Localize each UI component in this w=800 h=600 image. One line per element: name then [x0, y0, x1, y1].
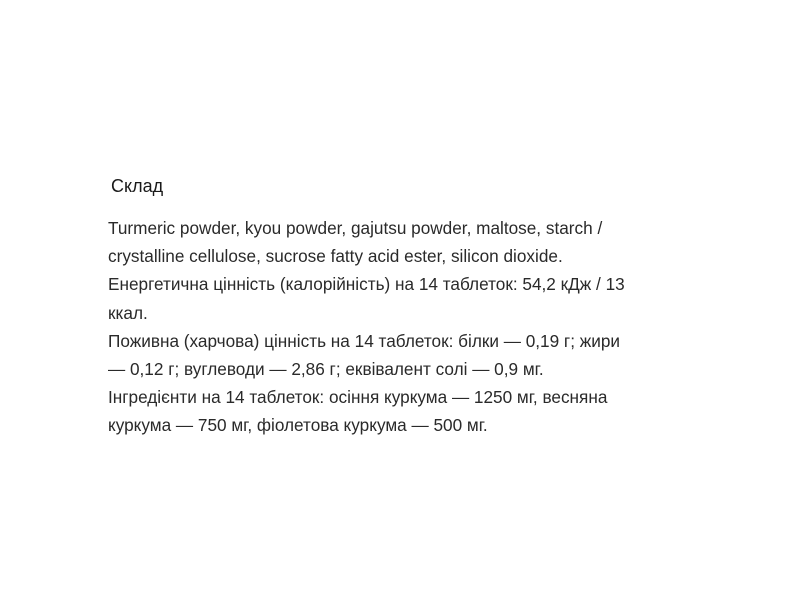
text-line: Енергетична цінність (калорійність) на 14 таблеток: 54,2 кДж / 13 [108, 274, 625, 295]
text-line: Інгредієнти на 14 таблеток: осіння куркума — 1250 мг, весняна [108, 387, 608, 408]
text-line: Поживна (харчова) цінність на 14 таблеток: білки — 0,19 г; жири [108, 330, 621, 351]
text-line: — 0,12 г; вуглеводи — 2,86 г; еквівалент солі — 0,9 мг. [108, 359, 544, 380]
composition-section [108, 172, 708, 440]
text-line: crystalline cellulose, sucrose fatty acid ester, silicon dioxide. [108, 246, 563, 267]
text-line: куркума — 750 мг, фіолетова куркума — 500 мг. [108, 415, 488, 436]
section-heading: Склад [111, 176, 164, 196]
text-line: Turmeric powder, kyou powder, gajutsu powder, maltose, starch / [108, 218, 603, 238]
text-line: ккал. [108, 302, 148, 323]
composition-text [108, 214, 708, 440]
